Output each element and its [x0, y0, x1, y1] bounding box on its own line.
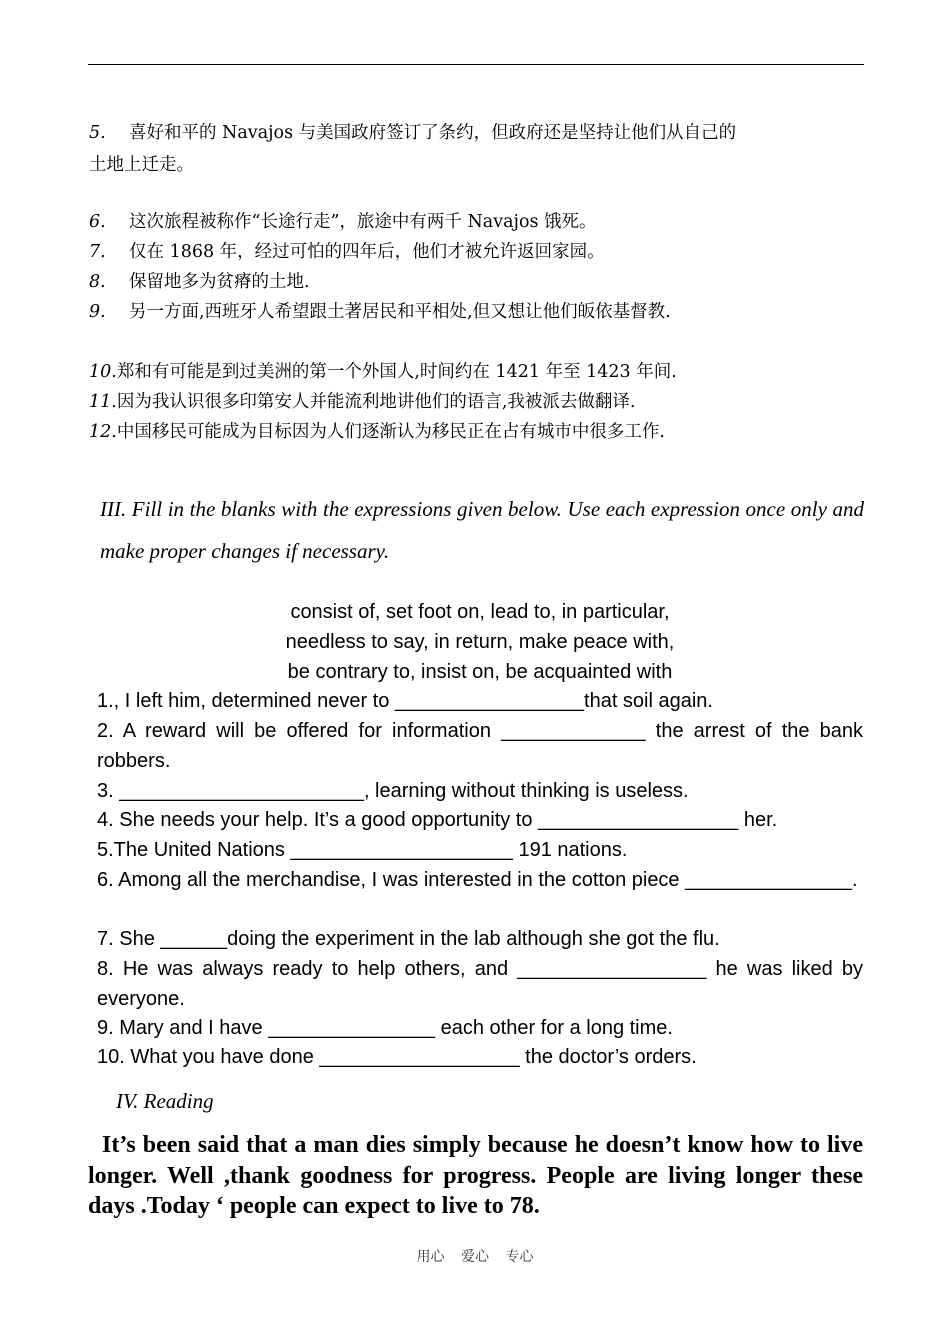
cn-item-6: [89, 207, 865, 237]
page-footer: 用心 爱心 专心: [416, 1249, 534, 1265]
cn-item-5-cont: [89, 150, 865, 180]
exercise-3: 3. ______________________, learning without thinking is useless.: [97, 780, 689, 802]
expression-line-1: consist of, set foot on, lead to, in particular,: [290, 601, 670, 623]
expression-line-3: be contrary to, insist on, be acquainted with: [287, 661, 673, 683]
cn-item-5: [89, 118, 865, 148]
expression-line-2: needless to say, in return, make peace with,: [285, 631, 675, 653]
exercise-5: 5.The United Nations ____________________ 191 nations.: [97, 839, 628, 861]
exercise-2: 2. A reward will be offered for information _____________ the arrest of the bank robbers.: [97, 720, 863, 772]
item-text: 另一方面,西班牙人希望跟土著居民和平相处,但又想让他们皈依基督教.: [129, 302, 671, 322]
section-3-heading: III. Fill in the blanks with the expressions given below. Use each expression once only and make proper changes if necessary.: [100, 497, 864, 563]
item-number: 12.: [89, 422, 117, 442]
exercise-10: 10. What you have done __________________ the doctor’s orders.: [97, 1046, 697, 1068]
reading-passage: [88, 1130, 863, 1222]
item-text: 仅在 1868 年，经过可怕的四年后，他们才被允许返回家园。: [129, 242, 605, 262]
exercise-4: 4. She needs your help. It’s a good opportunity to __________________ her.: [97, 809, 778, 831]
exercise-9: 9. Mary and I have _______________ each other for a long time.: [97, 1017, 673, 1039]
item-number: 6.: [89, 212, 106, 232]
exercise-7: 7. She ______doing the experiment in the lab although she got the flu.: [97, 928, 720, 950]
item-number: 8.: [89, 272, 106, 292]
cn-item-7: [89, 237, 865, 267]
item-number: 9.: [89, 302, 106, 322]
item-number: 5.: [89, 123, 106, 143]
cn-item-9: [89, 297, 865, 327]
item-text: 郑和有可能是到过美洲的第一个外国人,时间约在 1421 年至 1423 年间.: [116, 362, 677, 382]
item-text: 中国移民可能成为目标因为人们逐渐认为移民正在占有城市中很多工作.: [116, 422, 665, 442]
exercise-8: 8. He was always ready to help others, and _________________ he was liked by everyone.: [97, 958, 863, 1010]
item-text: 这次旅程被称作“长途行走”，旅途中有两千 Navajos 饿死。: [129, 212, 597, 232]
cn-item-11: [89, 387, 865, 417]
cn-item-12: [89, 417, 865, 447]
section-4-heading: IV. Reading: [116, 1089, 214, 1113]
item-text: 保留地多为贫瘠的土地.: [129, 272, 310, 292]
item-number: 11.: [89, 392, 117, 412]
reading-text: It’s been said that a man dies simply because he doesn’t know how to live longer. Well ,thank goodness for progress. People are living longer these days .Today ‘ people can expect to live to 78.: [88, 1132, 863, 1219]
item-text: 喜好和平的 Navajos 与美国政府签订了条约，但政府还是坚持让他们从自己的: [129, 123, 737, 143]
exercise-6: 6. Among all the merchandise, I was interested in the cotton piece _______________.: [97, 869, 858, 891]
item-number: 7.: [89, 242, 106, 262]
item-number: 10.: [89, 362, 117, 382]
header-rule: [88, 64, 864, 65]
item-text: 土地上迁走。: [89, 155, 194, 175]
cn-item-10: [89, 357, 865, 387]
exercise-1: 1., I left him, determined never to _________________that soil again.: [97, 690, 713, 712]
cn-item-8: [89, 267, 865, 297]
item-text: 因为我认识很多印第安人并能流利地讲他们的语言,我被派去做翻译.: [116, 392, 636, 412]
